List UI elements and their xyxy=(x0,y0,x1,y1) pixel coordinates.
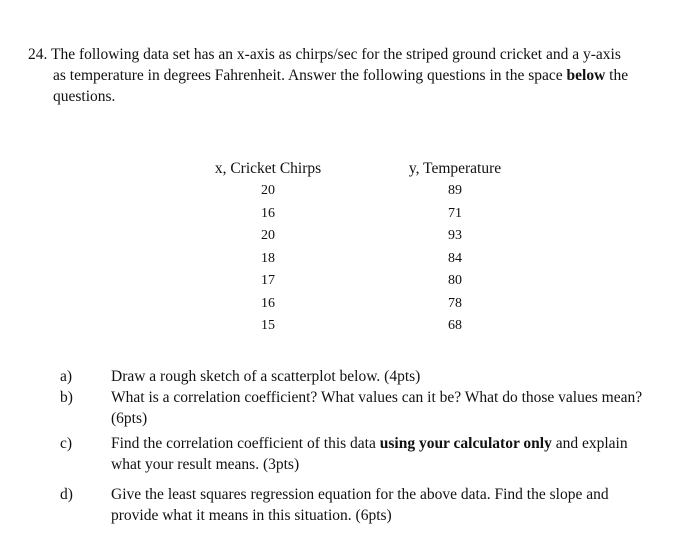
part-c-line-1 xyxy=(111,433,686,454)
y-column xyxy=(385,158,525,338)
part-d xyxy=(0,484,700,526)
question-emphasis-below: below xyxy=(566,67,606,84)
part-c-text-start: Find the correlation coefficient of this data xyxy=(111,435,376,452)
y-cell: 93 xyxy=(448,228,462,243)
part-b-line-2: (6pts) xyxy=(111,410,148,427)
x-column-header: x, Cricket Chirps xyxy=(214,160,322,177)
question-text-line-2-end: the xyxy=(609,67,629,84)
question-parts xyxy=(0,366,700,526)
part-c xyxy=(0,433,700,475)
question-text-line-1: The following data set has an x-axis as chirps/sec for the striped ground cricket and a y-axis xyxy=(50,46,621,63)
x-column xyxy=(203,158,333,338)
question-number: 24. xyxy=(28,46,48,63)
part-d-line-1: Give the least squares regression equation for the above data. Find the slope and xyxy=(111,486,609,503)
question-text-line-3: questions. xyxy=(53,88,116,105)
x-cell: 17 xyxy=(261,273,275,288)
part-c-text-end: and explain xyxy=(555,435,628,452)
y-cell: 80 xyxy=(448,273,462,288)
x-cell: 18 xyxy=(261,250,275,266)
part-a-text: Draw a rough sketch of a scatterplot below. (4pts) xyxy=(111,368,421,385)
x-cell: 16 xyxy=(261,295,275,311)
y-cell: 89 xyxy=(448,183,462,198)
y-cell: 68 xyxy=(448,318,462,333)
part-d-label: d) xyxy=(60,486,73,503)
part-b-label: b) xyxy=(60,389,73,406)
question-text-line-2: as temperature in degrees Fahrenheit. Answer the following questions in the space xyxy=(53,67,563,84)
y-column-header: y, Temperature xyxy=(408,160,502,177)
part-b xyxy=(0,387,700,429)
y-cell: 84 xyxy=(448,250,462,266)
x-cell: 16 xyxy=(261,205,275,221)
question-line-2 xyxy=(28,65,683,86)
part-a xyxy=(0,366,700,387)
x-cell: 20 xyxy=(261,228,275,243)
part-b-line-1: What is a correlation coefficient? What values can it be? What do those values mean? xyxy=(111,389,643,406)
part-d-line-2: provide what it means in this situation. (6pts) xyxy=(111,507,392,524)
x-cell: 20 xyxy=(261,183,275,198)
question-24 xyxy=(28,44,683,107)
question-line-1 xyxy=(28,44,683,65)
part-a-label: a) xyxy=(60,368,73,385)
x-cell: 15 xyxy=(261,318,275,333)
part-c-line-2: what your result means. (3pts) xyxy=(111,456,300,473)
y-cell: 71 xyxy=(448,205,462,221)
question-line-3 xyxy=(28,86,683,107)
part-c-label: c) xyxy=(60,435,73,452)
part-c-emphasis: using your calculator only xyxy=(379,435,552,452)
y-cell: 78 xyxy=(448,295,462,311)
